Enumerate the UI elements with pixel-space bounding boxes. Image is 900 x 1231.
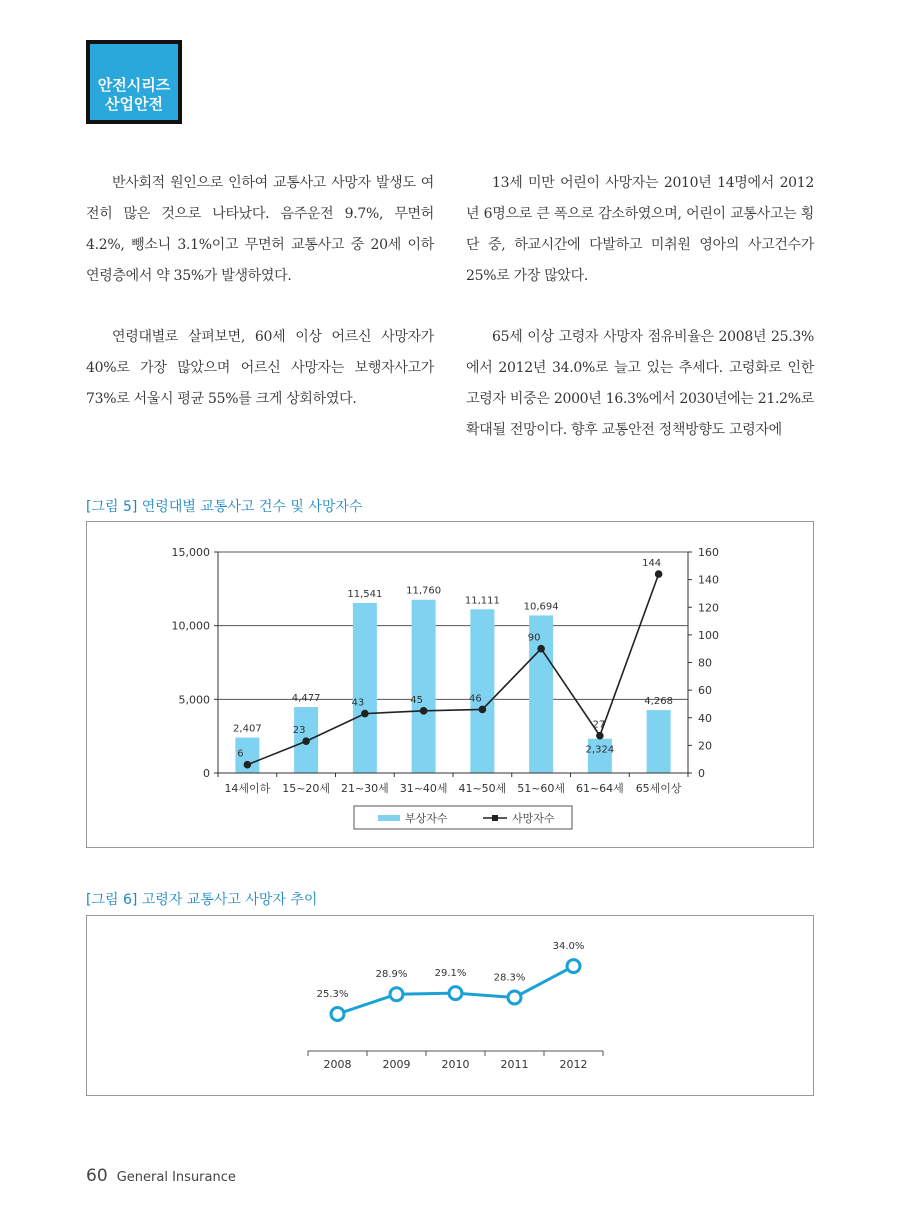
x-axis-tick-label: 2012 <box>559 1058 588 1071</box>
right-axis-tick-label: 60 <box>698 684 712 698</box>
bar-data-label: 11,111 <box>464 595 500 607</box>
bar-data-label: 4,268 <box>644 696 673 708</box>
legend-label-deaths: 사망자수 <box>512 812 555 825</box>
line-data-label: 23 <box>292 725 306 737</box>
point-deaths <box>537 645 545 653</box>
bar-data-label: 4,477 <box>291 693 321 705</box>
line-data-label: 45 <box>410 694 423 706</box>
line-data-label: 43 <box>351 697 365 709</box>
badge-line1: 안전시리즈 <box>97 76 171 94</box>
point-elderly-share <box>331 1008 344 1021</box>
left-paragraph-2: 연령대별로 살펴보면, 60세 이상 어르신 사망자가 40%로 가장 많았으며 어르신 사망자는 보행자사고가 73%로 서울시 평균 55%를 크게 상회하였다. <box>86 329 434 407</box>
point-deaths <box>244 761 252 769</box>
left-axis-tick-label: 10,000 <box>171 619 210 633</box>
line-data-label: 90 <box>527 632 541 644</box>
point-data-label: 29.1% <box>434 968 467 980</box>
series-badge <box>86 40 182 124</box>
x-axis-tick-label: 41~50세 <box>458 782 507 795</box>
right-paragraph-2: 65세 이상 고령자 사망자 점유비율은 2008년 25.3%에서 2012년 34.0%로 늘고 있는 추세다. 고령화로 인한 고령자 비중은 2000년 16.3%에서 2030년에는 21.2%로 확대될 전망이다. 향후 교통안전 정책방향도 고령자에 <box>466 329 814 438</box>
x-axis-tick-label: 2011 <box>500 1058 529 1071</box>
bar-data-label: 11,760 <box>406 585 442 597</box>
point-deaths <box>655 570 663 578</box>
bar-injured <box>353 603 377 773</box>
left-paragraph-1: 반사회적 원인으로 인하여 교통사고 사망자 발생도 여전히 많은 것으로 나타났다. 음주운전 9.7%, 무면허 4.2%, 뺑소니 3.1%이고 무면허 교통사고 중 20세 이하 연령층에서 약 35%가 발생하였다. <box>86 175 434 284</box>
figure6-box <box>86 915 814 1096</box>
left-column <box>86 168 434 445</box>
x-axis-tick-label: 14세이하 <box>224 782 271 795</box>
right-axis-tick-label: 40 <box>698 711 712 725</box>
right-paragraph-1: 13세 미만 어린이 사망자는 2010년 14명에서 2012년 6명으로 큰 폭으로 감소하였으며, 어린이 교통사고는 횡단 중, 하교시간에 다발하고 미취원 영아의 사고건수가 25%로 가장 많았다. <box>466 175 814 284</box>
figure5-box <box>86 521 814 848</box>
line-data-label: 144 <box>642 558 662 570</box>
bar-injured <box>470 609 494 773</box>
line-data-label: 46 <box>469 693 482 705</box>
legend-marker-deaths <box>492 815 498 821</box>
point-deaths <box>596 732 604 740</box>
x-axis-tick-label: 65세이상 <box>635 782 682 795</box>
point-data-label: 28.9% <box>375 969 408 981</box>
point-data-label: 34.0% <box>552 941 585 953</box>
line-data-label: 27 <box>592 719 606 731</box>
x-axis-tick-label: 61~64세 <box>575 782 624 795</box>
publication-name: General Insurance <box>116 1170 236 1185</box>
page-number: 60 <box>86 1166 108 1186</box>
bar-data-label: 11,541 <box>347 588 383 600</box>
right-axis-tick-label: 0 <box>698 767 705 780</box>
x-axis-tick-label: 2008 <box>323 1058 352 1071</box>
bar-data-label: 2,407 <box>233 723 262 735</box>
page-footer <box>86 1166 236 1186</box>
right-axis-tick-label: 120 <box>698 601 719 615</box>
left-axis-tick-label: 15,000 <box>171 546 210 559</box>
x-axis-tick-label: 31~40세 <box>399 782 448 795</box>
bar-data-label: 10,694 <box>523 601 559 613</box>
figure6-title: [그림 6] 고령자 교통사고 사망자 추이 <box>86 892 318 908</box>
right-column <box>466 168 814 476</box>
figure6-chart <box>87 916 813 1095</box>
left-axis-tick-label: 0 <box>203 767 210 780</box>
x-axis-tick-label: 21~30세 <box>340 782 389 795</box>
right-axis-tick-label: 140 <box>698 573 719 587</box>
point-elderly-share <box>508 991 521 1004</box>
x-axis-tick-label: 2009 <box>382 1058 411 1071</box>
right-axis-tick-label: 20 <box>698 739 712 753</box>
left-axis-tick-label: 5,000 <box>178 693 210 707</box>
line-data-label: 6 <box>237 748 244 760</box>
bar-injured <box>647 710 671 773</box>
figure5-chart <box>87 522 813 847</box>
point-data-label: 28.3% <box>493 972 526 984</box>
point-deaths <box>361 710 369 718</box>
x-axis-tick-label: 51~60세 <box>517 782 566 795</box>
badge-line2: 산업안전 <box>105 95 163 113</box>
point-deaths <box>420 707 428 715</box>
bar-injured <box>412 600 436 773</box>
bar-data-label: 2,324 <box>585 744 615 756</box>
point-elderly-share <box>567 960 580 973</box>
right-axis-tick-label: 100 <box>698 628 719 642</box>
right-axis-tick-label: 80 <box>698 656 712 670</box>
x-axis-tick-label: 2010 <box>441 1058 470 1071</box>
figure5-title: [그림 5] 연령대별 교통사고 건수 및 사망자수 <box>86 499 363 515</box>
point-deaths <box>479 706 487 714</box>
point-elderly-share <box>449 987 462 1000</box>
point-deaths <box>302 737 310 745</box>
legend <box>354 806 572 829</box>
point-data-label: 25.3% <box>316 989 349 1000</box>
right-axis-tick-label: 160 <box>698 546 719 559</box>
legend-label-injured: 부상자수 <box>405 812 448 825</box>
legend-swatch-injured <box>378 815 400 821</box>
x-axis-tick-label: 15~20세 <box>282 782 331 795</box>
point-elderly-share <box>390 988 403 1001</box>
